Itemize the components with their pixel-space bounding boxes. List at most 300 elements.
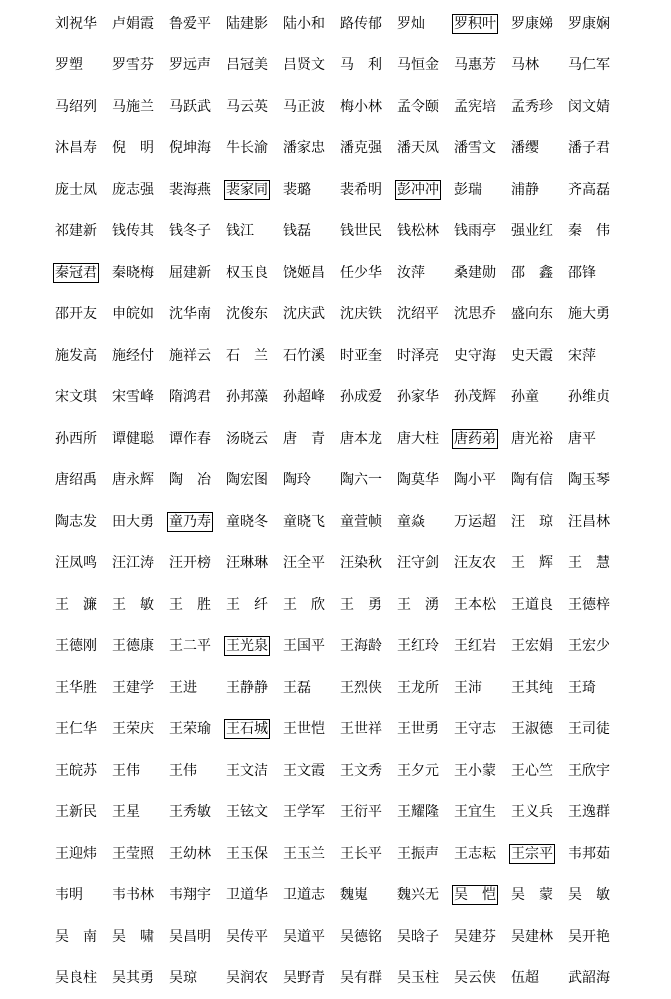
name-text: 马仁军	[566, 55, 612, 75]
name-text: 汝萍	[395, 263, 427, 283]
name-text: 沈华南	[167, 304, 213, 324]
name-cell	[395, 553, 452, 573]
name-text: 孙西所	[53, 429, 99, 449]
name-cell	[509, 429, 566, 449]
name-cell	[452, 263, 509, 283]
name-cell	[338, 97, 395, 117]
name-cell	[395, 927, 452, 947]
name-cell	[338, 553, 395, 573]
name-text: 桑建勋	[452, 263, 498, 283]
name-text: 韦翔宇	[167, 885, 213, 905]
name-cell	[566, 678, 623, 698]
name-text: 盛向东	[509, 304, 555, 324]
name-text: 陶玉琴	[566, 470, 612, 490]
name-cell	[53, 719, 110, 739]
name-row	[53, 958, 663, 999]
name-cell	[566, 470, 623, 490]
name-text: 汪守剑	[395, 553, 441, 573]
name-cell	[338, 387, 395, 407]
boxed-name-cell	[509, 844, 566, 864]
name-text: 沈绍平	[395, 304, 441, 324]
name-text: 倪坤海	[167, 138, 213, 158]
name-cell	[566, 927, 623, 947]
name-cell	[224, 387, 281, 407]
name-cell	[281, 927, 338, 947]
name-text: 陶 冶	[167, 470, 213, 490]
name-row	[53, 294, 663, 336]
name-text: 马施兰	[110, 97, 156, 117]
name-text: 马惠芳	[452, 55, 498, 75]
name-text: 童晓飞	[281, 512, 327, 532]
name-cell	[110, 636, 167, 656]
name-cell	[395, 512, 452, 532]
name-text: 孙茂辉	[452, 387, 498, 407]
name-cell	[167, 387, 224, 407]
name-cell	[224, 844, 281, 864]
name-text: 王新民	[53, 802, 99, 822]
name-cell	[395, 304, 452, 324]
name-text: 裴海燕	[167, 180, 213, 200]
name-text: 宋雪峰	[110, 387, 156, 407]
name-cell	[452, 180, 509, 200]
name-cell	[452, 553, 509, 573]
name-text: 邵 鑫	[509, 263, 555, 283]
name-row	[53, 211, 663, 253]
name-text: 潘天凤	[395, 138, 441, 158]
name-cell	[110, 138, 167, 158]
name-text: 王二平	[167, 636, 213, 656]
name-cell	[110, 429, 167, 449]
name-text: 任少华	[338, 263, 384, 283]
name-cell	[452, 387, 509, 407]
name-text: 王 敏	[110, 595, 156, 615]
name-cell	[338, 512, 395, 532]
name-cell	[338, 263, 395, 283]
name-text: 王世恺	[281, 719, 327, 739]
name-cell	[110, 595, 167, 615]
name-cell	[509, 221, 566, 241]
name-text: 汤晓云	[224, 429, 270, 449]
name-cell	[452, 844, 509, 864]
name-row	[53, 875, 663, 917]
name-cell	[281, 636, 338, 656]
name-text: 汪全平	[281, 553, 327, 573]
name-cell	[167, 761, 224, 781]
boxed-name-cell	[224, 719, 281, 739]
name-text: 钱传其	[110, 221, 156, 241]
name-cell	[224, 304, 281, 324]
name-cell	[224, 14, 281, 34]
name-text: 汪开榜	[167, 553, 213, 573]
name-text: 吴有群	[338, 968, 384, 988]
name-text: 潘家忠	[281, 138, 327, 158]
name-text: 王 濂	[53, 595, 99, 615]
name-text: 童萱帧	[338, 512, 384, 532]
name-text: 唐本龙	[338, 429, 384, 449]
name-text: 屈建新	[167, 263, 213, 283]
name-cell	[338, 304, 395, 324]
name-text: 王石城	[224, 719, 270, 739]
name-text: 申皖如	[110, 304, 156, 324]
name-cell	[509, 263, 566, 283]
name-text: 吴建芬	[452, 927, 498, 947]
name-cell	[281, 885, 338, 905]
name-text: 陶玲	[281, 470, 313, 490]
name-cell	[167, 844, 224, 864]
name-row	[53, 501, 663, 543]
name-cell	[395, 968, 452, 988]
name-cell	[224, 553, 281, 573]
name-cell	[395, 761, 452, 781]
name-text: 陶志发	[53, 512, 99, 532]
name-text: 孟宪培	[452, 97, 498, 117]
name-cell	[110, 553, 167, 573]
name-cell	[167, 927, 224, 947]
name-cell	[281, 844, 338, 864]
name-text: 王本松	[452, 595, 498, 615]
name-text: 时亚奎	[338, 346, 384, 366]
name-text: 孟令颐	[395, 97, 441, 117]
name-text: 石 兰	[224, 346, 270, 366]
name-cell	[281, 719, 338, 739]
name-cell	[110, 512, 167, 532]
name-text: 吴晗子	[395, 927, 441, 947]
name-cell	[452, 55, 509, 75]
name-text: 唐药弟	[452, 429, 498, 449]
name-cell	[110, 304, 167, 324]
name-cell	[338, 968, 395, 988]
name-cell	[566, 595, 623, 615]
name-cell	[452, 221, 509, 241]
name-text: 汪江涛	[110, 553, 156, 573]
name-text: 万运超	[452, 512, 498, 532]
name-cell	[509, 761, 566, 781]
name-row	[53, 418, 663, 460]
name-text: 吴云侠	[452, 968, 498, 988]
name-cell	[566, 304, 623, 324]
name-text: 潘克强	[338, 138, 384, 158]
name-text: 石竹溪	[281, 346, 327, 366]
name-row	[53, 833, 663, 875]
name-cell	[395, 595, 452, 615]
name-text: 陶小平	[452, 470, 498, 490]
name-cell	[395, 802, 452, 822]
name-cell	[110, 927, 167, 947]
name-cell	[395, 719, 452, 739]
name-text: 马正波	[281, 97, 327, 117]
name-text: 王 纤	[224, 595, 270, 615]
name-text: 陶有信	[509, 470, 555, 490]
name-row	[53, 543, 663, 585]
name-text: 罗雪芬	[110, 55, 156, 75]
name-cell	[281, 180, 338, 200]
name-text: 时泽亮	[395, 346, 441, 366]
name-cell	[53, 802, 110, 822]
name-cell	[395, 263, 452, 283]
name-text: 吴德铭	[338, 927, 384, 947]
name-text: 孙超峰	[281, 387, 327, 407]
name-text: 王长平	[338, 844, 384, 864]
name-text: 马云英	[224, 97, 270, 117]
name-cell	[110, 97, 167, 117]
name-text: 梅小林	[338, 97, 384, 117]
name-text: 吕冠美	[224, 55, 270, 75]
name-cell	[509, 927, 566, 947]
name-row	[53, 792, 663, 834]
name-cell	[395, 55, 452, 75]
boxed-name-cell	[452, 885, 509, 905]
name-cell	[281, 678, 338, 698]
name-text: 王文霞	[281, 761, 327, 781]
name-cell	[53, 844, 110, 864]
name-text: 宋文琪	[53, 387, 99, 407]
name-text: 王其纯	[509, 678, 555, 698]
name-text: 王德康	[110, 636, 156, 656]
name-text: 施经付	[110, 346, 156, 366]
name-cell	[167, 678, 224, 698]
name-text: 王宏少	[566, 636, 612, 656]
name-text: 邵开友	[53, 304, 99, 324]
name-text: 孙家华	[395, 387, 441, 407]
name-text: 王学军	[281, 802, 327, 822]
name-text: 汪昌林	[566, 512, 612, 532]
name-cell	[395, 885, 452, 905]
name-cell	[338, 14, 395, 34]
boxed-name-cell	[452, 429, 509, 449]
name-text: 罗积叶	[452, 14, 498, 34]
name-text: 陶宏图	[224, 470, 270, 490]
name-text: 沈庆武	[281, 304, 327, 324]
name-cell	[224, 927, 281, 947]
name-text: 王荣庆	[110, 719, 156, 739]
name-text: 牛长渝	[224, 138, 270, 158]
name-cell	[167, 97, 224, 117]
name-cell	[110, 968, 167, 988]
name-text: 魏兴无	[395, 885, 441, 905]
name-text: 王 慧	[566, 553, 612, 573]
name-cell	[224, 968, 281, 988]
name-text: 庞志强	[110, 180, 156, 200]
name-cell	[395, 470, 452, 490]
name-text: 唐平	[566, 429, 598, 449]
name-text: 王德刚	[53, 636, 99, 656]
name-text: 闵文婧	[566, 97, 612, 117]
name-cell	[509, 719, 566, 739]
name-cell	[566, 636, 623, 656]
name-cell	[224, 885, 281, 905]
name-cell	[452, 678, 509, 698]
name-text: 庞士凤	[53, 180, 99, 200]
name-cell	[167, 636, 224, 656]
name-cell	[167, 180, 224, 200]
name-text: 钱江	[224, 221, 256, 241]
name-cell	[53, 387, 110, 407]
name-text: 邵锋	[566, 263, 598, 283]
name-text: 吴良柱	[53, 968, 99, 988]
name-text: 吴琼	[167, 968, 199, 988]
name-cell	[167, 595, 224, 615]
name-cell	[566, 55, 623, 75]
name-cell	[224, 221, 281, 241]
name-cell	[509, 55, 566, 75]
name-cell	[53, 968, 110, 988]
name-text: 王星	[110, 802, 142, 822]
name-text: 钱雨亭	[452, 221, 498, 241]
name-text: 王进	[167, 678, 199, 698]
name-cell	[452, 761, 509, 781]
name-text: 吴建林	[509, 927, 555, 947]
name-text: 王红岩	[452, 636, 498, 656]
name-cell	[281, 263, 338, 283]
name-text: 王皖苏	[53, 761, 99, 781]
name-text: 吴 恺	[452, 885, 498, 905]
name-cell	[452, 595, 509, 615]
name-row	[53, 584, 663, 626]
name-text: 陆建影	[224, 14, 270, 34]
name-cell	[338, 678, 395, 698]
name-text: 王迎炜	[53, 844, 99, 864]
name-cell	[53, 221, 110, 241]
name-text: 王守志	[452, 719, 498, 739]
name-cell	[224, 97, 281, 117]
name-text: 孟秀珍	[509, 97, 555, 117]
name-text: 隋鸿君	[167, 387, 213, 407]
boxed-name-cell	[395, 180, 452, 200]
name-text: 吴 南	[53, 927, 99, 947]
boxed-name-cell	[53, 263, 110, 283]
name-cell	[53, 553, 110, 573]
name-row	[53, 128, 663, 170]
name-text: 王文洁	[224, 761, 270, 781]
name-cell	[509, 968, 566, 988]
name-text: 秦冠君	[53, 263, 99, 283]
name-text: 强业红	[509, 221, 555, 241]
name-cell	[338, 844, 395, 864]
name-cell	[395, 346, 452, 366]
name-text: 王宏娟	[509, 636, 555, 656]
name-cell	[452, 512, 509, 532]
name-cell	[566, 138, 623, 158]
name-text: 吴润农	[224, 968, 270, 988]
name-cell	[224, 512, 281, 532]
name-cell	[338, 221, 395, 241]
name-text: 王道良	[509, 595, 555, 615]
name-text: 汪 琼	[509, 512, 555, 532]
name-text: 王海龄	[338, 636, 384, 656]
name-cell	[53, 14, 110, 34]
name-cell	[167, 470, 224, 490]
name-cell	[224, 470, 281, 490]
name-text: 潘缨	[509, 138, 541, 158]
name-row	[53, 626, 663, 668]
name-cell	[566, 346, 623, 366]
name-text: 马 利	[338, 55, 384, 75]
name-cell	[281, 304, 338, 324]
name-cell	[110, 14, 167, 34]
name-text: 路传郁	[338, 14, 384, 34]
name-row	[53, 709, 663, 751]
name-cell	[224, 678, 281, 698]
name-cell	[452, 719, 509, 739]
name-text: 钱松林	[395, 221, 441, 241]
name-text: 唐光裕	[509, 429, 555, 449]
name-text: 马跃武	[167, 97, 213, 117]
name-text: 王义兵	[509, 802, 555, 822]
name-text: 罗塑	[53, 55, 85, 75]
name-text: 饶姬昌	[281, 263, 327, 283]
name-text: 潘子君	[566, 138, 612, 158]
name-cell	[509, 636, 566, 656]
name-text: 罗康娣	[509, 14, 555, 34]
name-text: 王 欣	[281, 595, 327, 615]
name-cell	[53, 55, 110, 75]
name-cell	[281, 968, 338, 988]
name-text: 王烈侠	[338, 678, 384, 698]
name-text: 王德梓	[566, 595, 612, 615]
name-text: 吴道平	[281, 927, 327, 947]
name-text: 汪友农	[452, 553, 498, 573]
name-text: 齐高磊	[566, 180, 612, 200]
name-cell	[224, 595, 281, 615]
name-text: 沈庆铁	[338, 304, 384, 324]
name-cell	[566, 719, 623, 739]
name-row	[53, 667, 663, 709]
name-text: 唐 青	[281, 429, 327, 449]
name-text: 权玉良	[224, 263, 270, 283]
name-text: 孙成爱	[338, 387, 384, 407]
name-text: 罗远声	[167, 55, 213, 75]
name-text: 王 胜	[167, 595, 213, 615]
name-cell	[167, 14, 224, 34]
name-cell	[53, 346, 110, 366]
name-text: 罗康娴	[566, 14, 612, 34]
name-cell	[338, 470, 395, 490]
name-text: 王文秀	[338, 761, 384, 781]
name-text: 王伟	[167, 761, 199, 781]
name-cell	[566, 968, 623, 988]
name-text: 彭瑞	[452, 180, 484, 200]
name-text: 王宗平	[509, 844, 555, 864]
boxed-name-cell	[167, 512, 224, 532]
name-cell	[167, 719, 224, 739]
name-cell	[566, 14, 623, 34]
name-cell	[509, 97, 566, 117]
name-cell	[338, 595, 395, 615]
name-cell	[53, 512, 110, 532]
name-cell	[509, 470, 566, 490]
boxed-name-cell	[224, 636, 281, 656]
name-text: 孙童	[509, 387, 541, 407]
name-row	[53, 460, 663, 502]
name-cell	[395, 14, 452, 34]
name-row	[53, 377, 663, 419]
name-cell	[338, 138, 395, 158]
name-cell	[281, 512, 338, 532]
name-text: 潘雪文	[452, 138, 498, 158]
name-cell	[281, 470, 338, 490]
name-text: 武韶海	[566, 968, 612, 988]
name-cell	[395, 387, 452, 407]
name-row	[53, 86, 663, 128]
name-text: 魏嵬	[338, 885, 370, 905]
name-text: 吴其勇	[110, 968, 156, 988]
name-text: 卫道华	[224, 885, 270, 905]
name-cell	[53, 595, 110, 615]
name-text: 卫道志	[281, 885, 327, 905]
name-cell	[53, 304, 110, 324]
name-row	[53, 916, 663, 958]
name-cell	[395, 678, 452, 698]
